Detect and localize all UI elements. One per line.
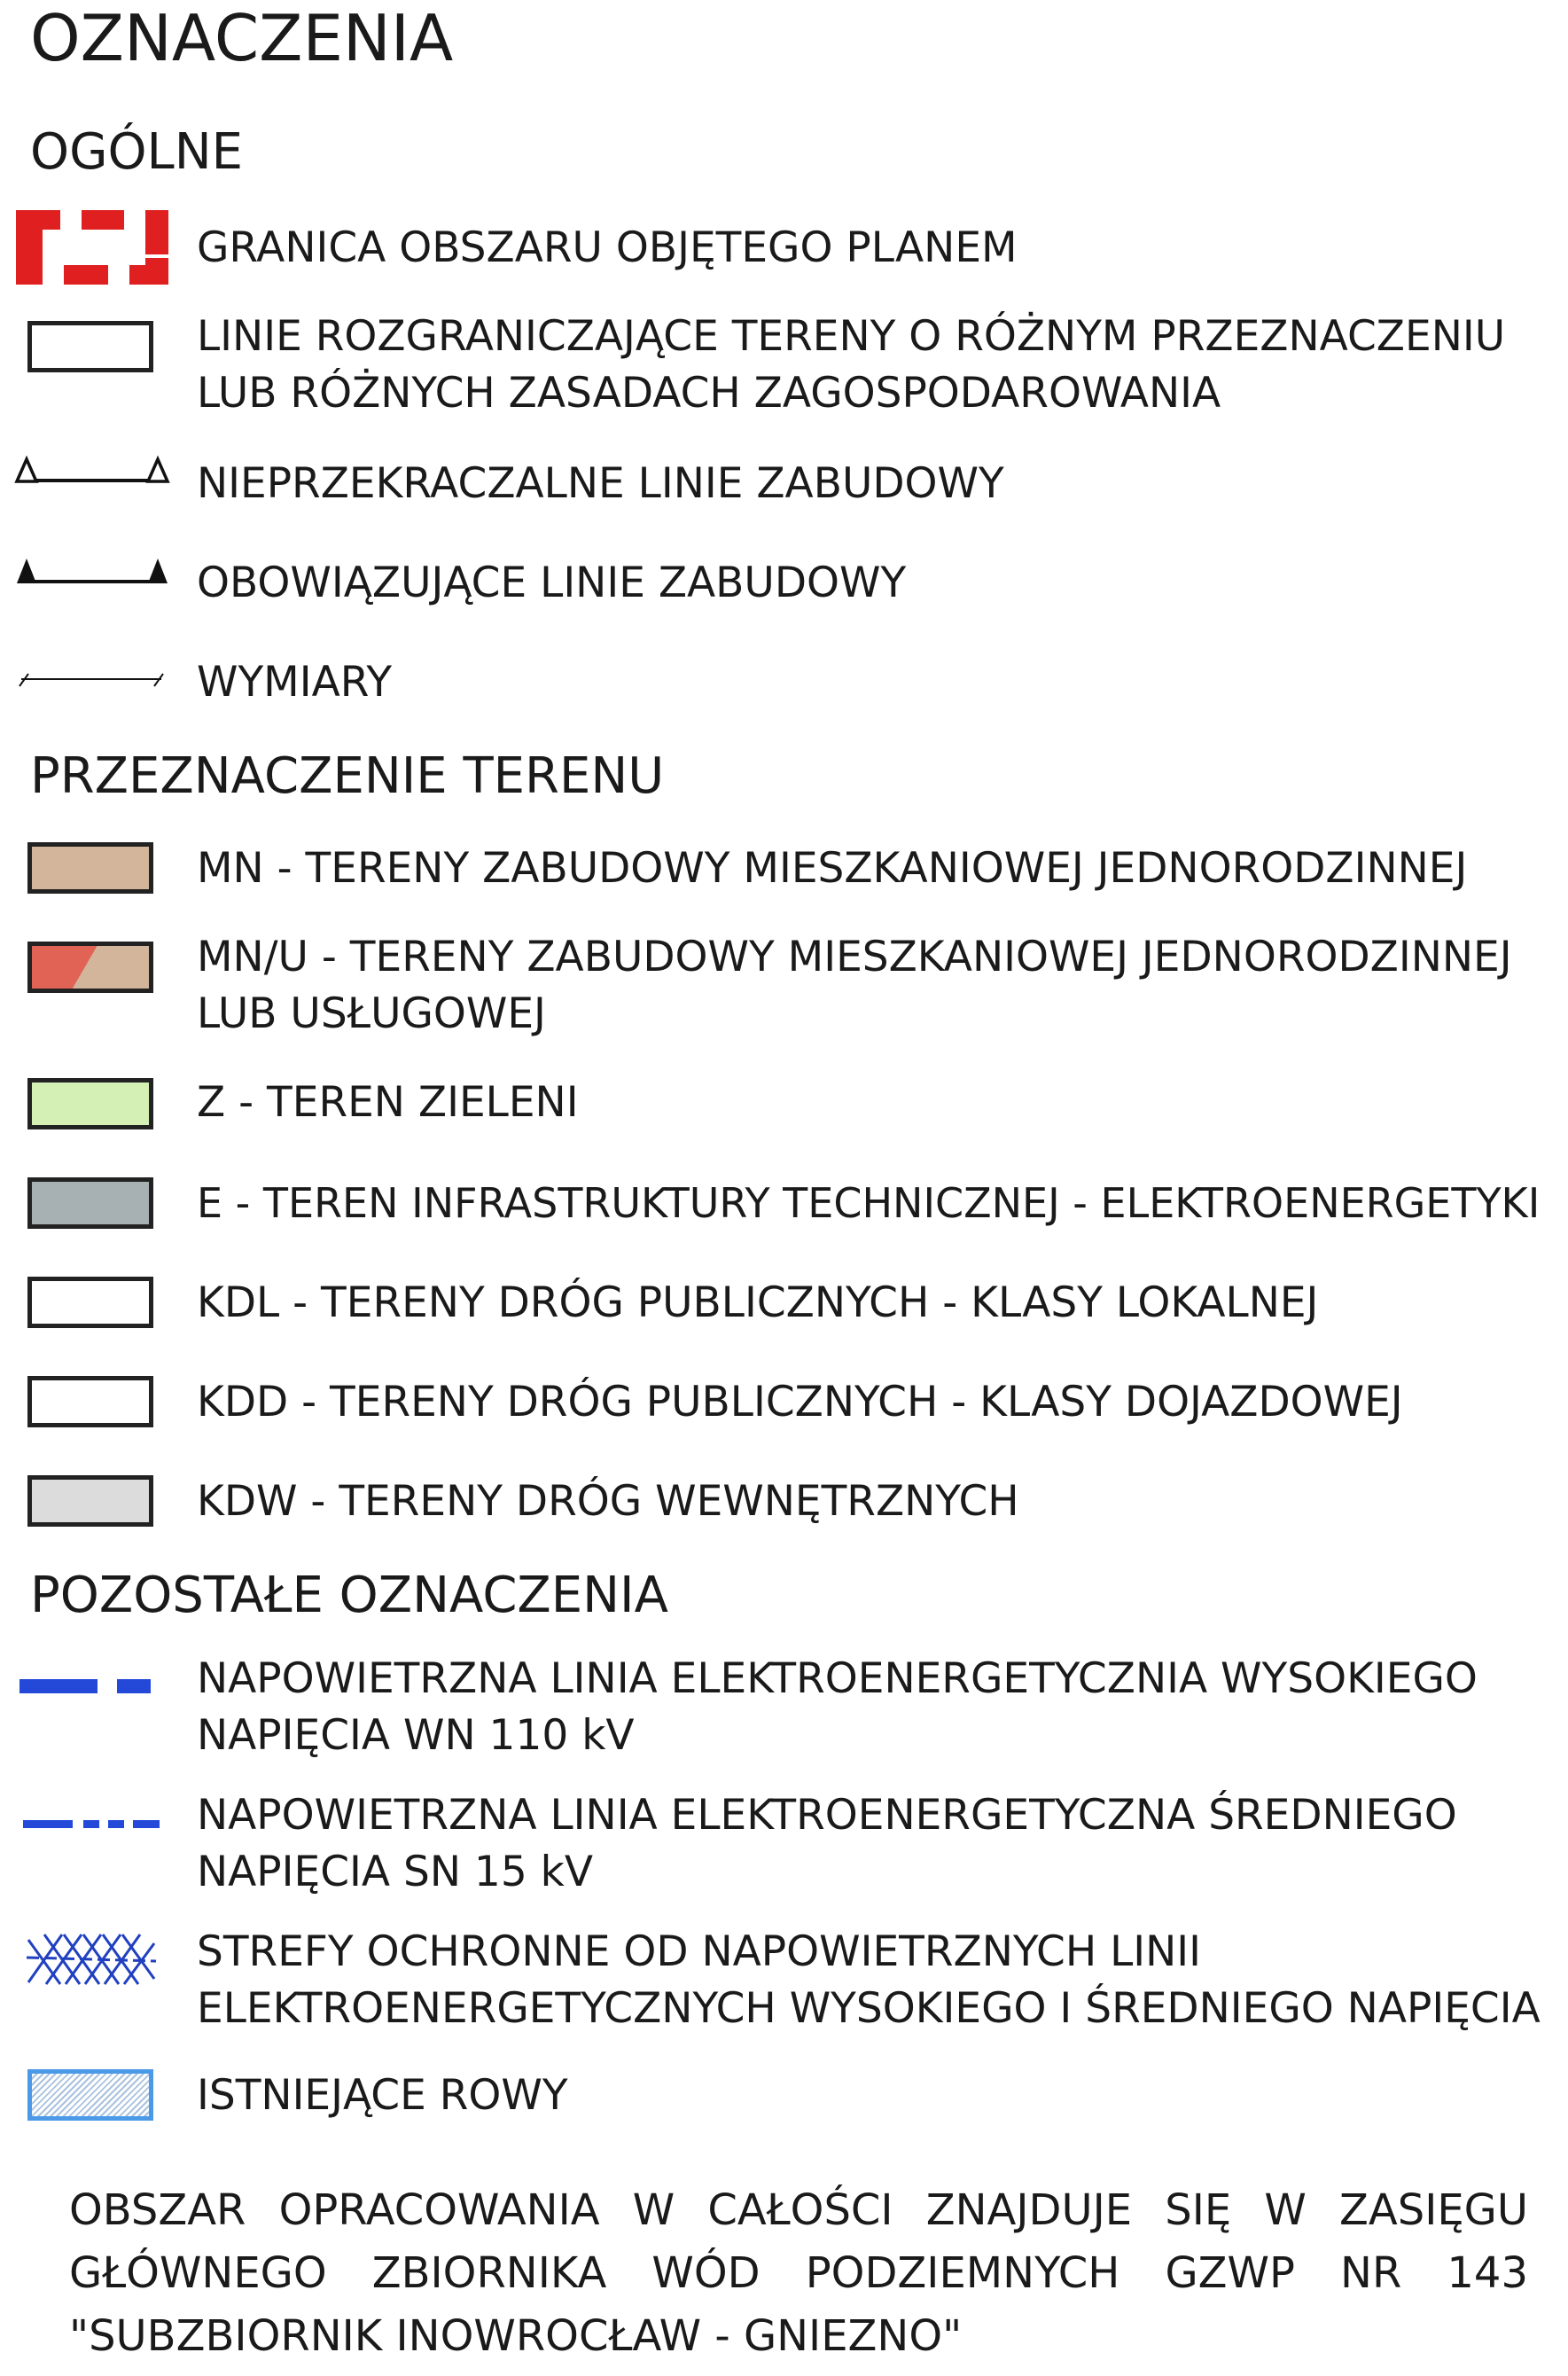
legend-label-demarcation-line-1: LINIE ROZGRANICZAJĄCE TERENY O RÓŻNYM PRZEZNACZENIU [197,312,1506,361]
hatched-ditch-box-icon [27,2069,153,2121]
legend-label-mn-u-2: LUB USŁUGOWEJ [197,989,546,1038]
section-heading-land-use: PRZEZNACZENIE TERENU [30,747,665,805]
legend-label-z: Z - TEREN ZIELENI [197,1078,579,1127]
swatch-mn-u [27,942,153,993]
blue-long-dash-line-icon [20,1677,152,1695]
swatch-kdd [27,1376,153,1427]
blue-crosshatch-zone-icon [27,1931,156,1988]
legend-label-wn-line-2: NAPIĘCIA WN 110 kV [197,1711,635,1760]
note-line-1: OBSZAR OPRACOWANIA W CAŁOŚCI ZNAJDUJE SIĘ W ZASIĘGU [69,2185,1528,2235]
legend-label-mn: MN - TERENY ZABUDOWY MIESZKANIOWEJ JEDNORODZINNEJ [197,844,1468,893]
legend-label-plan-boundary: GRANICA OBSZARU OBJĘTEGO PLANEM [197,223,1018,272]
legend-label-demarcation-line-2: LUB RÓŻNYCH ZASADACH ZAGOSPODAROWANIA [197,369,1221,418]
note-line-3: "SUBZBIORNIK INOWROCŁAW - GNIEZNO" [69,2311,963,2361]
section-heading-other: POZOSTAŁE OZNACZENIA [30,1567,668,1624]
swatch-z [27,1078,153,1129]
red-dashed-boundary-icon [16,210,168,285]
swatch-kdw [27,1475,153,1527]
legend-label-existing-ditches: ISTNIEJĄCE ROWY [197,2071,568,2120]
legend-label-dimensions: WYMIARY [197,658,393,707]
legend-title: OZNACZENIA [30,1,454,75]
line-hollow-triangles-icon [14,454,170,486]
legend-label-kdd: KDD - TERENY DRÓG PUBLICZNYCH - KLASY DOJAZDOWEJ [197,1378,1403,1426]
legend-label-non-exceedable-building-lines: NIEPRZEKRACZALNE LINIE ZABUDOWY [197,459,1004,508]
note-line-2: GŁÓWNEGO ZBIORNIKA WÓD PODZIEMNYCH GZWP NR 143 [69,2248,1528,2298]
legend-label-kdw: KDW - TERENY DRÓG WEWNĘTRZNYCH [197,1477,1019,1526]
legend-label-wn-line-1: NAPOWIETRZNA LINIA ELEKTROENERGETYCZNIA WYSOKIEGO [197,1654,1478,1703]
blue-short-dash-line-icon [23,1817,161,1830]
legend-label-kdl: KDL - TERENY DRÓG PUBLICZNYCH - KLASY LOKALNEJ [197,1278,1319,1327]
legend-label-protection-zones-1: STREFY OCHRONNE OD NAPOWIETRZNYCH LINII [197,1927,1202,1976]
line-filled-triangles-icon [14,555,170,587]
legend-label-mandatory-building-lines: OBOWIĄZUJĄCE LINIE ZABUDOWY [197,559,907,607]
legend-label-protection-zones-2: ELEKTROENERGETYCZNYCH WYSOKIEGO I ŚREDNIEGO NAPIĘCIA [197,1984,1541,2033]
dimension-line-icon [16,668,167,690]
section-heading-general: OGÓLNE [30,123,244,181]
swatch-kdl [27,1277,153,1328]
outline-box-icon [27,321,153,372]
legend-label-mn-u-1: MN/U - TERENY ZABUDOWY MIESZKANIOWEJ JEDNORODZINNEJ [197,933,1512,981]
swatch-mn [27,842,153,894]
legend-label-sn-line-2: NAPIĘCIA SN 15 kV [197,1848,594,1896]
legend-label-sn-line-1: NAPOWIETRZNA LINIA ELEKTROENERGETYCZNA ŚREDNIEGO [197,1791,1457,1840]
swatch-e [27,1177,153,1229]
legend-label-e: E - TEREN INFRASTRUKTURY TECHNICZNEJ - ELEKTROENERGETYKI [197,1179,1541,1227]
